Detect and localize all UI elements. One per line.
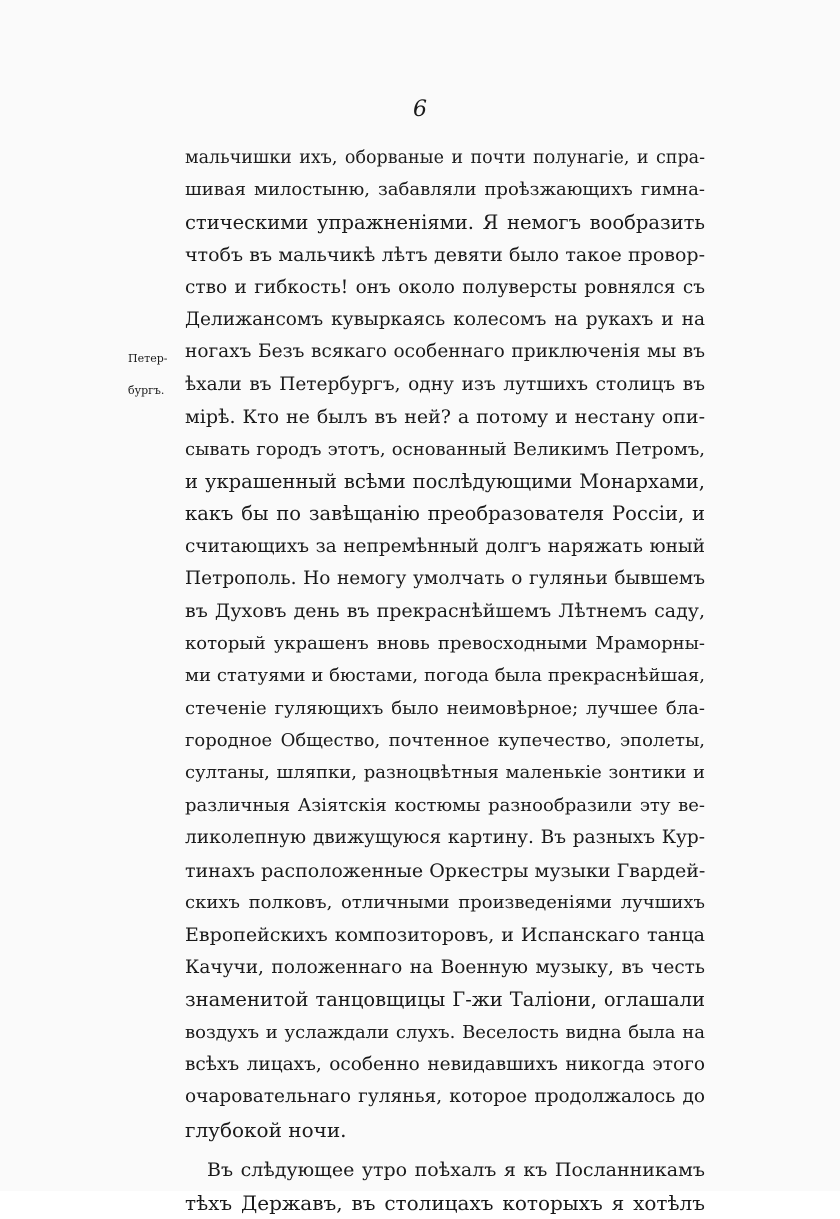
text-line: шивая милостыню, забавляли проѣзжающихъ гимна- bbox=[185, 179, 705, 201]
margin-note-line-1: Петер- bbox=[128, 352, 168, 365]
text-line: мірѣ. Кто не былъ въ ней? а потому и нестану опи- bbox=[185, 406, 705, 429]
text-line: ство и гибкость! онъ около полуверсты ровнялся съ bbox=[185, 276, 705, 298]
text-line: мальчишки ихъ, оборваные и почти полунагіе, и спра- bbox=[185, 148, 705, 168]
text-line: воздухъ и услаждали слухъ. Веселость видна была на bbox=[185, 1021, 705, 1043]
text-line: ногахъ Безъ всякаго особеннаго приключенія мы въ bbox=[185, 341, 705, 363]
text-line: различныя Азіятскія костюмы разнообразили эту ве- bbox=[185, 794, 705, 816]
text-line: тинахъ расположенные Оркестры музыки Гвардей- bbox=[185, 859, 706, 882]
text-line: знаменитой танцовщицы Г-жи Таліони, оглашали bbox=[185, 988, 705, 1012]
text-line: ликолепную движущуюся картину. Въ разныхъ Кур- bbox=[185, 827, 705, 849]
text-line: скихъ полковъ, отличными произведеніями лучшихъ bbox=[185, 891, 705, 913]
body-text bbox=[185, 142, 705, 1219]
text-line: который украшенъ вновь превосходными Мраморны- bbox=[185, 632, 705, 654]
text-line: ми статуями и бюстами, погода была прекраснѣйшая, bbox=[185, 665, 705, 687]
text-line: чтобъ въ мальчикѣ лѣтъ девяти было такое провор- bbox=[185, 244, 705, 267]
text-line: Делижансомъ кувыркаясь колесомъ на рукахъ и на bbox=[185, 308, 705, 330]
text-line: Качучи, положеннаго на Военную музыку, въ честь bbox=[185, 956, 705, 978]
text-line: городное Общество, почтенное купечество, эполеты, bbox=[185, 730, 705, 752]
text-line: и украшенный всѣми послѣдующими Монархами, bbox=[185, 469, 705, 493]
text-line: Въ слѣдующее утро поѣхалъ я къ Посланникамъ bbox=[207, 1159, 705, 1182]
margin-note-line-2: бургъ. bbox=[128, 384, 165, 397]
text-line: Европейскихъ композиторовъ, и Испанскаго танца bbox=[185, 924, 705, 947]
text-line: султаны, шляпки, разноцвѣтныя маленькіе зонтики и bbox=[185, 762, 705, 784]
text-line: сывать городъ этотъ, основанный Великимъ Петромъ, bbox=[185, 438, 705, 460]
text-line: считающихъ за непремѣнный долгъ наряжать юный bbox=[185, 535, 705, 557]
paragraph-1 bbox=[185, 142, 705, 1146]
paragraph-2 bbox=[185, 1154, 705, 1219]
text-line: стеченіе гуляющихъ было неимовѣрное; лучшее бла- bbox=[185, 697, 705, 719]
page-number: 6 bbox=[413, 97, 427, 122]
text-line: всѣхъ лицахъ, особенно невидавшихъ никогда этого bbox=[185, 1053, 705, 1075]
text-line: глубокой ночи. bbox=[185, 1117, 347, 1142]
text-line: очаровательнаго гулянья, которое продолжалось до bbox=[185, 1086, 705, 1108]
text-line: въ Духовъ день въ прекраснѣйшемъ Лѣтнемъ саду, bbox=[185, 600, 705, 623]
paragraph-gap bbox=[185, 1146, 705, 1154]
text-line: Петрополь. Но немогу умолчать о гуляньи бывшемъ bbox=[185, 568, 705, 590]
text-line: ѣхали въ Петербургъ, одну изъ лутшихъ столицъ въ bbox=[185, 373, 705, 395]
text-line: стическими упражненіями. Я немогъ вообразить bbox=[185, 210, 705, 234]
text-line: тѣхъ Державъ, въ столицахъ которыхъ я хотѣлъ bbox=[185, 1190, 705, 1215]
text-line: какъ бы по завѣщанію преобразователя Россіи, и bbox=[185, 502, 705, 526]
